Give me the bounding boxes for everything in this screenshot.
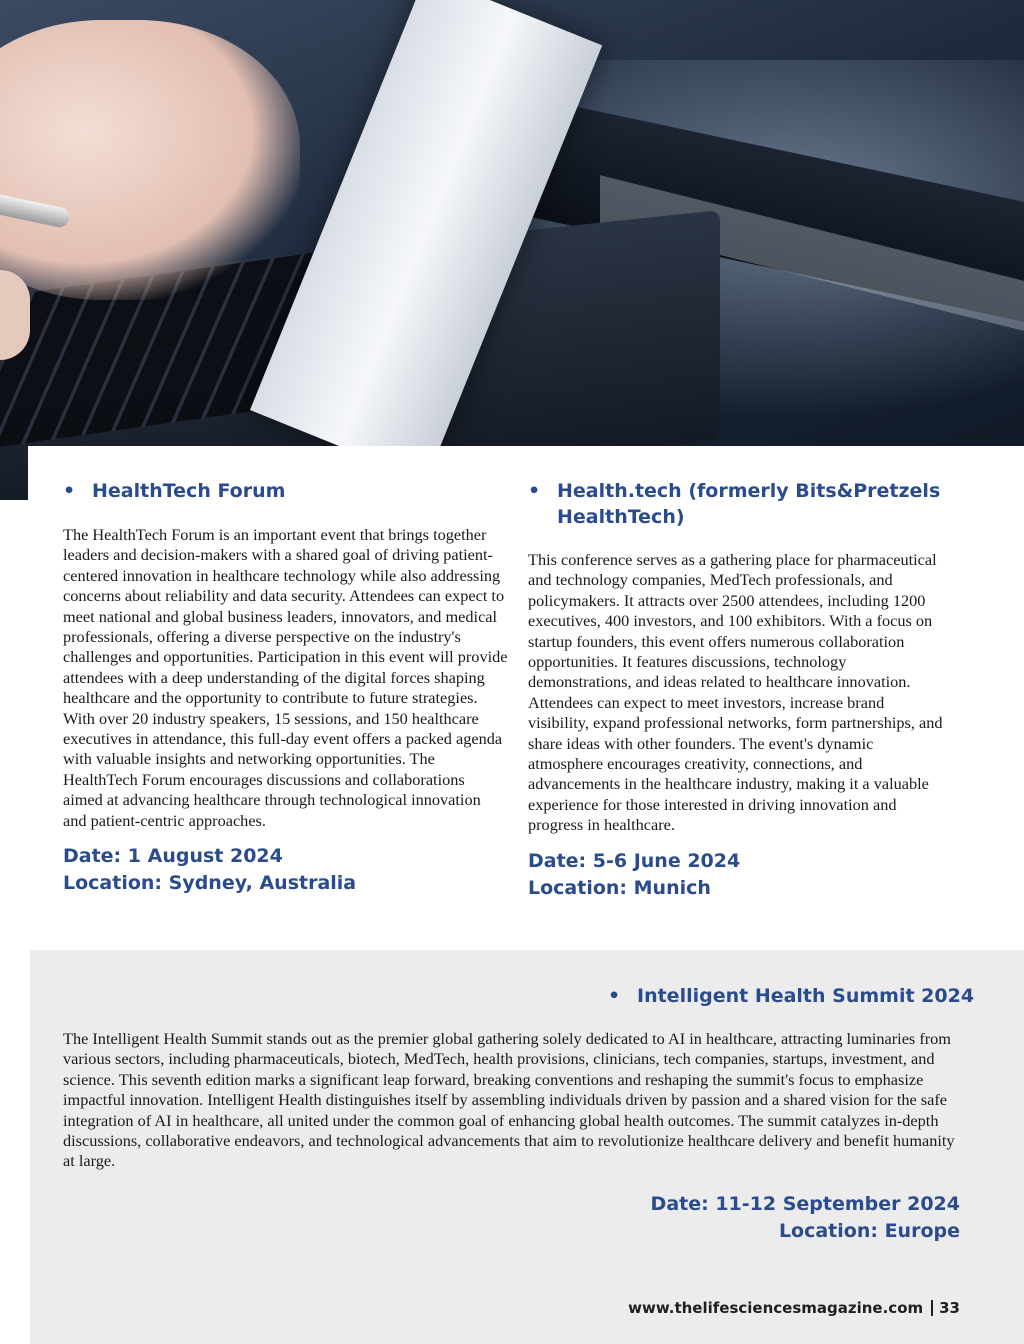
event-meta-intelligent-health <box>651 1191 960 1245</box>
bullet-icon: • <box>608 985 621 1007</box>
page-footer <box>628 1299 960 1317</box>
event-title: • HealthTech Forum <box>63 480 286 502</box>
event-location: Location: Europe <box>778 1220 960 1242</box>
hero-photo <box>0 0 1024 500</box>
event-date: Date: 1 August 2024 <box>63 845 283 868</box>
footer-divider <box>931 1300 933 1316</box>
bullet-icon: • <box>528 480 541 502</box>
footer-website: www.thelifesciencesmagazine.com <box>628 1299 924 1317</box>
event-description-intelligent-health: The Intelligent Health Summit stands out as the premier global gathering solely dedicated to AI in healthcare, attracting luminaries from various sectors, including pharmaceuticals, biotech, MedTech, health provisions, clinicians, tech companies, startups, investment, and science. This seventh edition marks a significant leap forward, breaking conventions and reshaping the summit's focus to emphasize impactful innovation. Intelligent Health distinguishes itself by assembling individuals driven by passion and a shared vision for the safe integration of AI in healthcare, all united under the common goal of enhancing global health outcomes. The summit catalyzes in-depth discussions, collaborative endeavors, and technological advancements that aim to revolutionize healthcare delivery and benefit humanity at large. <box>63 1029 955 1171</box>
typing-hand <box>0 20 300 300</box>
event-title-intelligent-health: • Intelligent Health Summit 2024 <box>608 985 975 1007</box>
event-description: This conference serves as a gathering place for pharmaceutical and technology companies, MedTech professionals, and policymakers. It attracts over 2500 attendees, including 1200 executives, 400 investors, and 100 exhibitors. With a focus on startup founders, this event offers numerous collaboration opportunities. It features discussions, technology demonstrations, and ideas related to healthcare innovation. Attendees can expect to meet investors, increase brand visibility, expand professional networks, form partnerships, and share ideas with other founders. The event's dynamic atmosphere encourages creativity, connections, and advancements in the healthcare industry, making it a valuable experience for those interested in driving innovation and progress in healthcare. <box>528 550 943 835</box>
event-location: Location: Sydney, Australia <box>63 872 357 895</box>
event-date: Date: 11-12 September 2024 <box>650 1193 960 1215</box>
event-healthtech-forum <box>63 478 508 897</box>
event-date: Date: 5-6 June 2024 <box>528 849 741 872</box>
bullet-icon: • <box>63 480 76 502</box>
event-location: Location: Munich <box>528 876 711 899</box>
event-description: The HealthTech Forum is an important event that brings together leaders and decision-makers with a shared goal of driving patient-centered innovation in healthcare technology while also addressing concerns about reliability and data security. Attendees can expect to meet national and global business leaders, innovators, and medical professionals, offering a diverse perspective on the industry's challenges and opportunities. Participation in this event will provide attendees with a deep understanding of the digital forces shaping healthcare and the opportunity to contribute to future strategies. With over 20 industry speakers, 15 sessions, and 150 healthcare executives in attendance, this full-day event offers a packed agenda with valuable insights and networking opportunities. The HealthTech Forum encourages discussions and collaborations aimed at advancing healthcare through technological innovation and patient-centric approaches. <box>63 525 508 830</box>
event-health-tech <box>528 478 948 902</box>
page-number: 33 <box>939 1299 960 1317</box>
event-title: • Health.tech (formerly Bits&Pretzels HealthTech) <box>528 480 941 528</box>
